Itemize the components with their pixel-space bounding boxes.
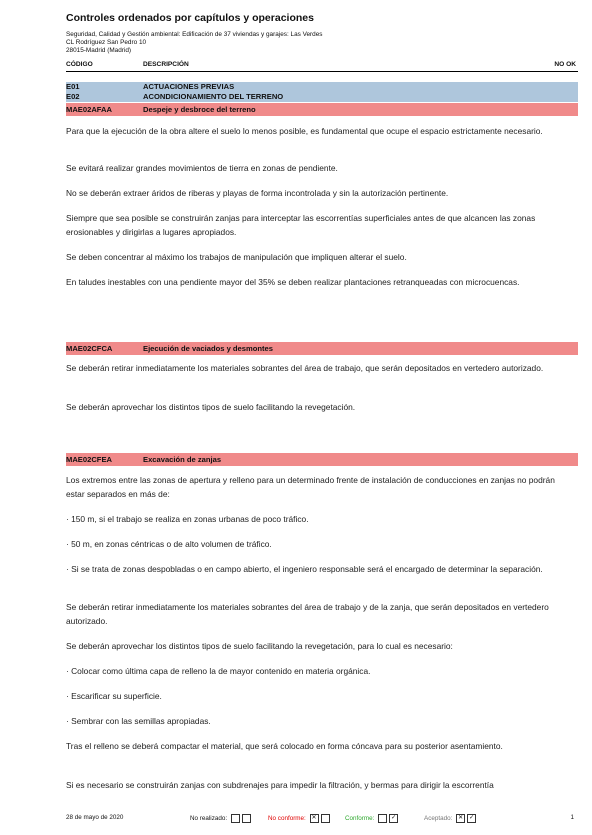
project-line: Seguridad, Calidad y Gestión ambiental: Edificación de 37 viviendas y garajes: Las Verdes [66, 31, 323, 38]
legend-aceptado-label: Aceptado: [424, 815, 453, 823]
page-number: 1 [570, 814, 574, 821]
chapter-row [66, 82, 578, 92]
page-title: Controles ordenados por capítulos y operaciones [66, 12, 314, 24]
paragraph: Se deberán retirar inmediatamente los materiales sobrantes del área de trabajo, que serán depositados en vertedero autorizado. [66, 363, 544, 373]
x-box-icon: ✕ [458, 815, 464, 821]
page-footer [66, 814, 578, 824]
list-item: · 150 m, si el trabajo se realiza en zonas urbanas de poco tráfico. [66, 514, 309, 524]
empty-box-icon [378, 814, 387, 823]
legend-conforme-label: Conforme: [345, 815, 375, 823]
paragraph: Se deberán retirar inmediatamente los materiales sobrantes del área de trabajo y de la zanja, que serán depositados en vertedero autorizado. [66, 602, 549, 626]
legend-no-conforme-label: No conforme: [268, 815, 306, 823]
chapter-desc: ACTUACIONES PREVIAS [143, 82, 235, 91]
address-line: CL Rodríguez San Pedro 10 [66, 39, 147, 46]
legend-no-realizado-label: No realizado: [190, 815, 228, 823]
check-box-icon: ✓ [469, 815, 475, 821]
city-line: 28015-Madrid (Madrid) [66, 47, 131, 54]
list-item: · Colocar como última capa de relleno la de mayor contenido en materia orgánica. [66, 666, 371, 676]
paragraph: Se deberán aprovechar los distintos tipos de suelo facilitando la revegetación, para lo cual es necesario: [66, 641, 453, 651]
section-header [66, 342, 578, 355]
footer-date: 28 de mayo de 2020 [66, 814, 124, 821]
legend-aceptado [424, 814, 476, 823]
section-desc: Despeje y desbroce del terreno [143, 105, 256, 114]
section-desc: Excavación de zanjas [143, 455, 222, 464]
col-desc: DESCRIPCIÓN [143, 61, 189, 68]
chapter-desc: ACONDICIONAMIENTO DEL TERRENO [143, 92, 284, 101]
paragraph: Tras el relleno se deberá compactar el material, que será colocado en forma cóncava para su posterior asentamiento. [66, 741, 503, 751]
paragraph: Para que la ejecución de la obra altere el suelo lo menos posible, es fundamental que ocupe el espacio estrictamente necesario. [66, 126, 543, 136]
section-header [66, 103, 578, 116]
chapter-code: E02 [66, 92, 80, 101]
section-code: MAE02AFAA [66, 105, 112, 114]
paragraph: Se evitará realizar grandes movimientos de tierra en zonas de pendiente. [66, 163, 338, 173]
empty-box-icon [242, 814, 251, 823]
col-code: CÓDIGO [66, 61, 93, 68]
chapter-row [66, 92, 578, 102]
section-code: MAE02CFEA [66, 455, 112, 464]
list-item: · Sembrar con las semillas apropiadas. [66, 716, 211, 726]
paragraph: Se deberán aprovechar los distintos tipos de suelo facilitando la revegetación. [66, 402, 356, 412]
paragraph: En taludes inestables con una pendiente mayor del 35% se deben realizar plantaciones retranqueadas con microcuencas. [66, 277, 520, 287]
section-code: MAE02CFCA [66, 344, 113, 353]
empty-box-icon [321, 814, 330, 823]
paragraph: Los extremos entre las zonas de apertura y relleno para un determinado frente de instalación de conducciones en zanjas no podrán estar separados en más de: [66, 475, 555, 499]
empty-box-icon [231, 814, 240, 823]
paragraph: Si es necesario se construirán zanjas con subdrenajes para impedir la filtración, y bermas para dirigir la escorrentía [66, 780, 494, 790]
list-item: · Si se trata de zonas despobladas o en campo abierto, el ingeniero responsable será el encargado de determinar la separación. [66, 564, 543, 574]
check-box-icon: ✓ [391, 815, 397, 821]
section-header [66, 453, 578, 466]
x-box-icon: ✕ [311, 815, 317, 821]
paragraph: Siempre que sea posible se construirán zanjas para interceptar las escorrentías superficiales antes de que alcancen las zonas erosionables y dirigirlas a lugares apropiados. [66, 213, 536, 237]
legend-conforme [345, 814, 398, 823]
list-item: · Escarificar su superficie. [66, 691, 162, 701]
legend-no-realizado [190, 814, 251, 823]
paragraph: No se deberán extraer áridos de riberas y playas de forma incontrolada y sin la autorización pertinente. [66, 188, 449, 198]
column-header [66, 61, 578, 72]
legend-no-conforme [268, 814, 330, 823]
section-desc: Ejecución de vaciados y desmontes [143, 344, 273, 353]
chapter-code: E01 [66, 82, 80, 91]
list-item: · 50 m, en zonas céntricas o de alto volumen de tráfico. [66, 539, 272, 549]
paragraph: Se deben concentrar al máximo los trabajos de manipulación que impliquen alterar el suelo. [66, 252, 407, 262]
col-nook: NO OK [554, 61, 576, 68]
